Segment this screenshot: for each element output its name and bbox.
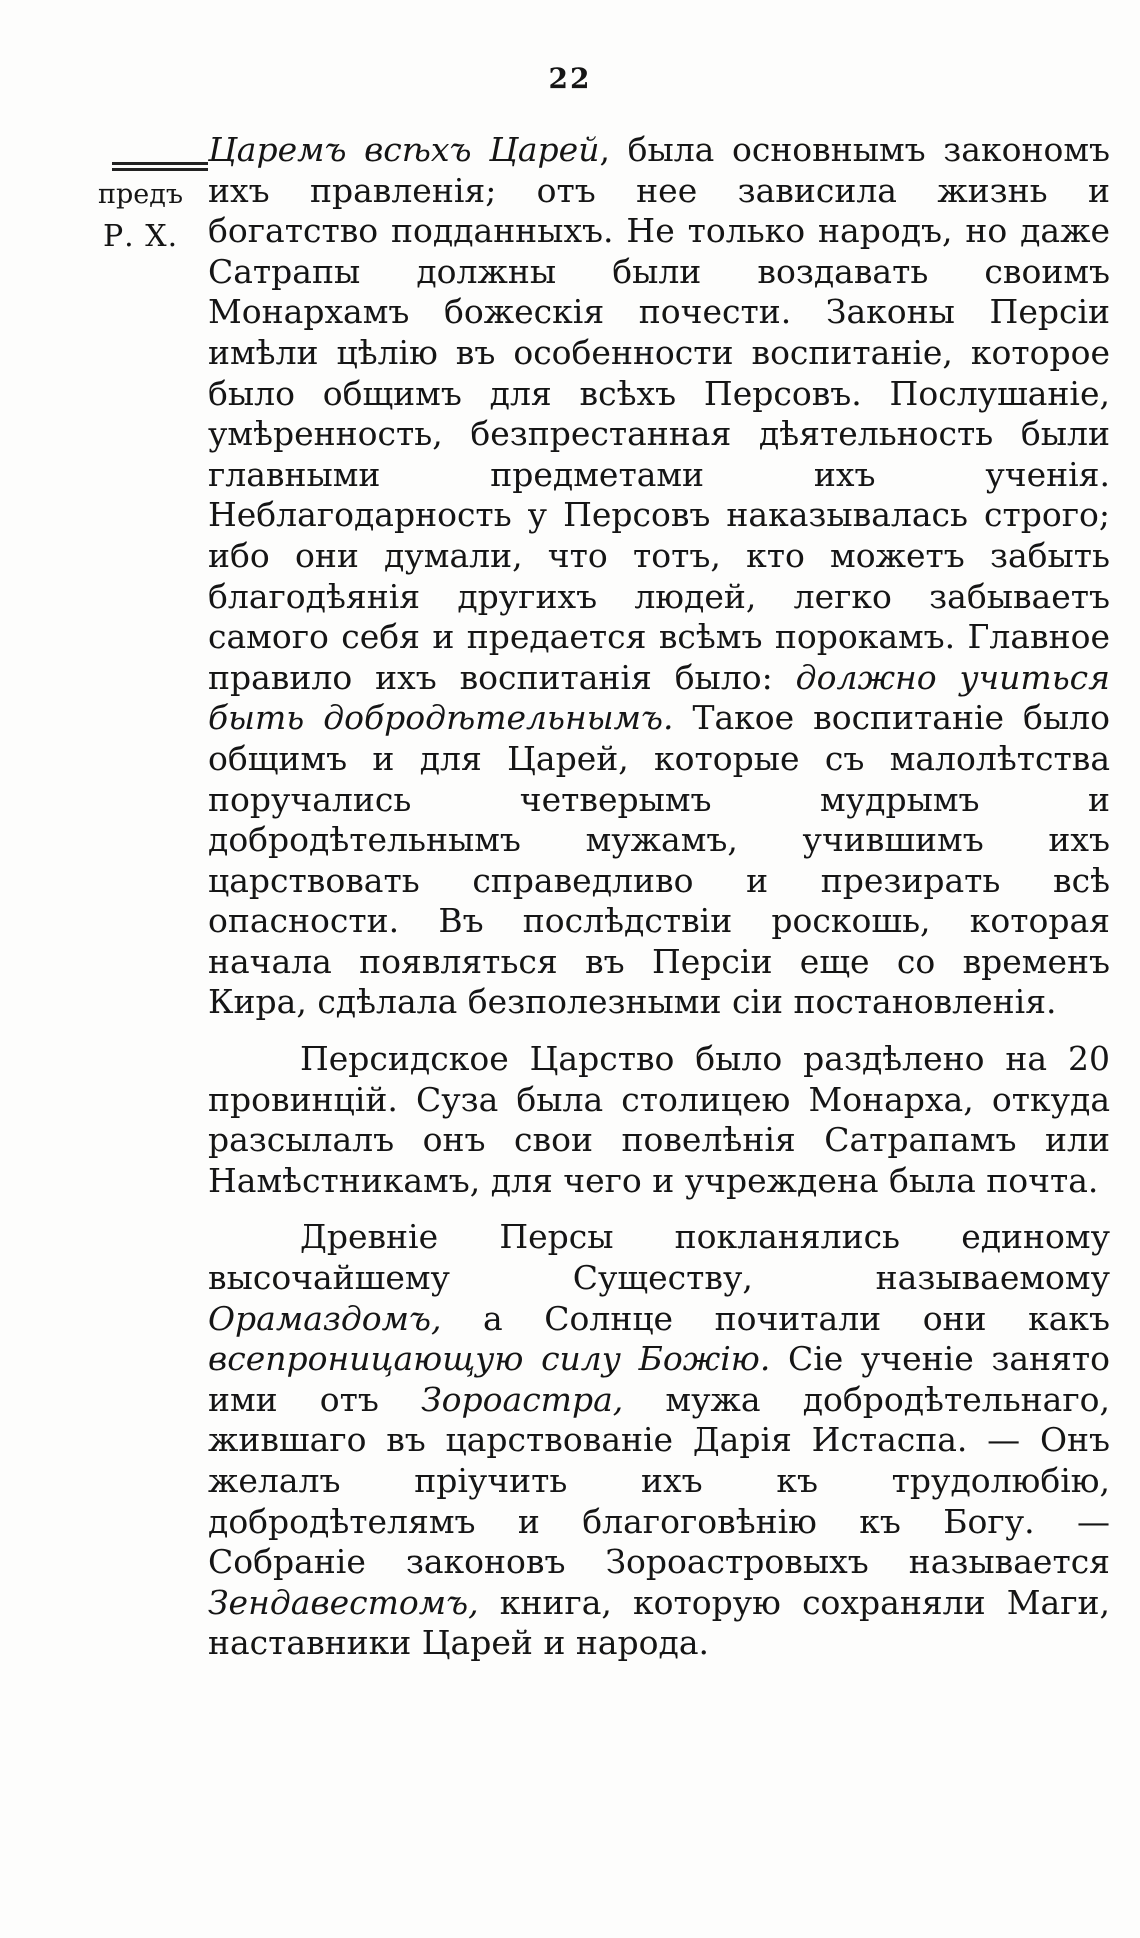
p3-seg-6: мужа добродѣтельнаго, жившаго въ царствованіе Дарія Истаспа. — Онъ желалъ пріучить ихъ къ трудолюбію, добродѣтелямъ и благоговѣнію къ Богу. — Собраніе законовъ Зороастровыхъ называется <box>208 1379 1110 1582</box>
page-number: 22 <box>548 62 592 95</box>
margin-note-before: предъ <box>98 179 184 210</box>
p3-seg-0: Древніе Персы покланялись единому высочайшему Существу, называемому <box>208 1217 1110 1298</box>
paragraph-2 <box>208 1039 1110 1201</box>
margin-note-era: Р. Х. <box>103 219 179 254</box>
p1-seg-2: должно учиться быть добродѣтельнымъ. <box>208 657 1110 738</box>
body-text <box>208 130 1110 1664</box>
p3-seg-5: Зороастра, <box>421 1379 624 1419</box>
p3-seg-3: всепроницающую силу Божію. <box>208 1339 771 1379</box>
paragraph-1 <box>208 130 1110 1023</box>
p3-seg-8: книга, которую сохраняли Маги, наставники Царей и народа. <box>208 1582 1110 1663</box>
paragraph-3 <box>208 1217 1110 1664</box>
p3-seg-1: Орамаздомъ, <box>208 1298 442 1338</box>
p3-seg-4: Сіе ученіе занято ими отъ <box>208 1339 1110 1419</box>
p1-seg-1: , была основнымъ закономъ ихъ правленія; отъ нее зависила жизнь и богатство подданныхъ. Не только народъ, но даже Сатрапы должны были воздавать своимъ Монархамъ божескія почести. Законы Персіи имѣли цѣлію въ особенности воспитаніе, которое было общимъ для всѣхъ Персовъ. Послушаніе, умѣренность, безпрестанная дѣятельность были главными предметами ихъ ученія. Неблагодарность у Персовъ наказывалась строго; ибо они думали, что тотъ, кто можетъ забыть благодѣянія другихъ людей, легко забываетъ самого себя и предается всѣмъ порокамъ. Главное правило ихъ воспитанія было: <box>208 130 1110 697</box>
p1-seg-0: Царемъ всѣхъ Царей <box>208 130 600 169</box>
p1-seg-3: Такое воспитаніе было общимъ и для Царей, которые съ малолѣтства поручались четверымъ мудрымъ и добродѣтельнымъ мужамъ, учившимъ ихъ царствовать справедливо и презирать всѣ опасности. Въ послѣдствіи роскошь, которая начала появляться въ Персіи еще со временъ Кира, сдѣлала безполезными сіи постановленія. <box>208 698 1110 1022</box>
p3-seg-7: Зендавестомъ, <box>208 1582 479 1622</box>
margin-rule-bottom <box>112 168 208 171</box>
margin-rule-top <box>112 162 208 165</box>
p2-seg-0: Персидское Царство было раздѣлено на 20 провинцій. Суза была столицею Монарха, откуда разсылалъ онъ свои повелѣнія Сатрапамъ или Намѣстникамъ, для чего и учреждена была почта. <box>208 1039 1110 1200</box>
p3-seg-2: а Солнце почитали они какъ <box>441 1298 1110 1338</box>
